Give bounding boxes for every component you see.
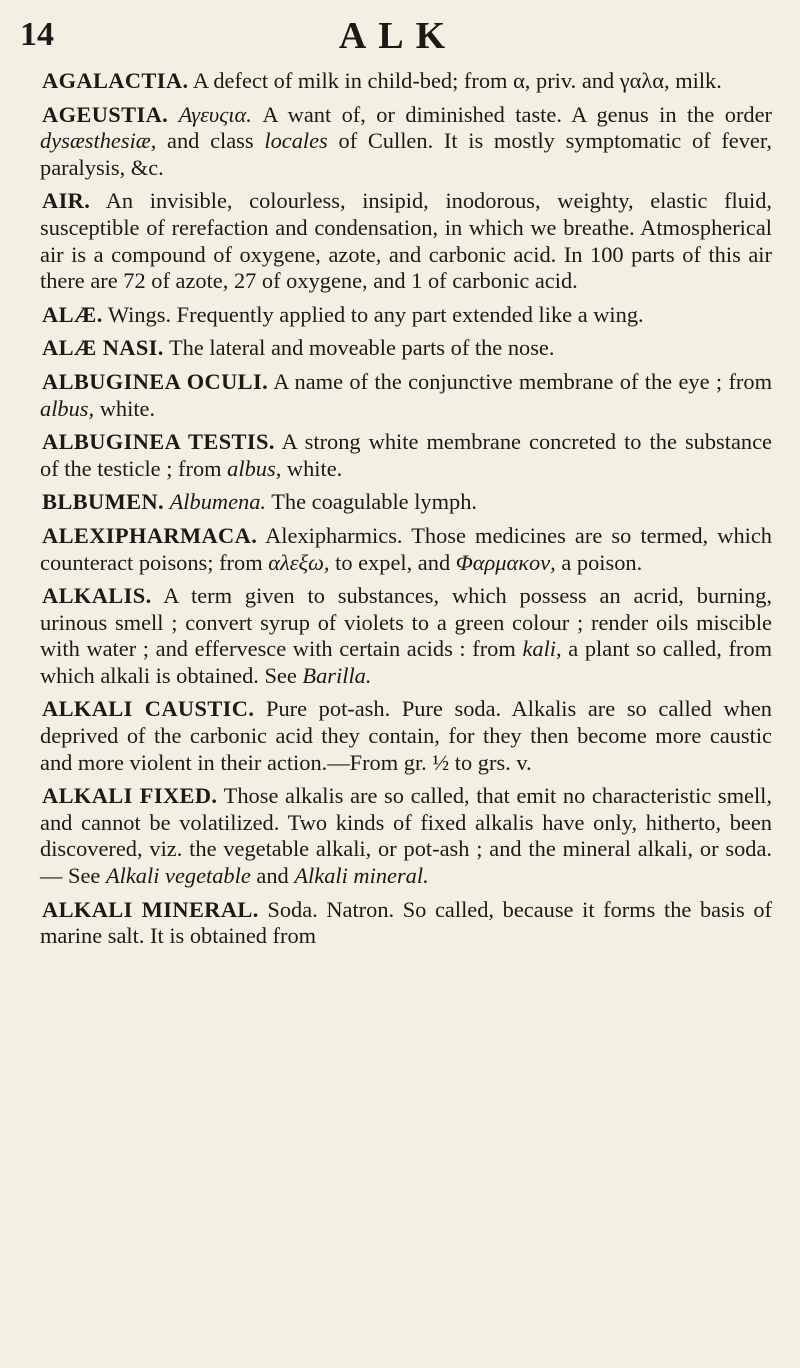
greek-word: γαλα,: [619, 68, 670, 93]
headword: ALKALI CAUSTIC.: [42, 696, 255, 722]
definition: white.: [99, 395, 156, 421]
headword: ALKALI FIXED.: [42, 783, 218, 809]
italic-term: Albumena.: [169, 489, 267, 515]
entry-agalactia: [40, 68, 772, 95]
greek-word: Φαρμακον,: [455, 549, 556, 575]
italic-term: kali,: [522, 636, 562, 662]
entry-alkali-mineral: [40, 897, 772, 950]
entry-albuginea-oculi: [40, 369, 772, 422]
page-header: [20, 14, 776, 60]
definition: a poison.: [561, 549, 643, 575]
definition: Soda. Natron. So called, because it forms the basis of marine salt. It is obtained from: [40, 896, 772, 949]
headword: BLBUMEN.: [42, 489, 165, 515]
definition: and class: [167, 128, 254, 154]
entry-alae-nasi: [40, 335, 772, 362]
entry-ageustia: [40, 102, 772, 182]
entry-albuginea-testis: [40, 429, 772, 482]
headword: ALBUGINEA TESTIS.: [42, 429, 275, 455]
definition: milk.: [675, 68, 722, 93]
headword: AIR.: [42, 188, 91, 214]
definition: white.: [286, 455, 343, 481]
italic-term: Alkali vegetable: [105, 863, 251, 889]
definition: Wings. Frequently applied to any part extended like a wing.: [107, 301, 644, 327]
definition: Pure pot-ash. Pure soda. Alkalis are so called when deprived of the carbonic acid they contain, for they then become more caustic and more violent in their action.—From gr. ½ to grs. v.: [40, 696, 772, 775]
greek-word: Αγευςια.: [178, 101, 252, 127]
definition: a plant so called, from which alkali is obtained. See: [40, 636, 772, 688]
entry-alexipharmaca: [40, 523, 772, 576]
italic-term: dysæsthesiæ,: [40, 128, 157, 154]
entry-alkali-caustic: [40, 696, 772, 776]
headword: ALÆ NASI.: [42, 335, 164, 361]
headword: ALKALI MINERAL.: [42, 896, 259, 922]
italic-term: locales: [264, 128, 328, 154]
entry-alkali-fixed: [40, 783, 772, 889]
definition: to expel, and: [335, 549, 451, 575]
definition: The lateral and moveable parts of the nose.: [169, 335, 555, 361]
italic-term: Barilla.: [302, 662, 372, 688]
headword: ALKALIS.: [42, 583, 152, 609]
definition: A name of the conjunctive membrane of the eye ; from: [273, 368, 772, 394]
headword: ALEXIPHARMACA.: [42, 522, 258, 548]
headword: ALÆ.: [42, 301, 103, 327]
definition: of Cullen. It is mostly symptomatic of fever, paralysis, &c.: [40, 128, 773, 180]
headword: AGALACTIA.: [42, 68, 189, 93]
entry-alae: [40, 302, 772, 329]
entry-air: [40, 188, 772, 294]
entry-alkalis: [40, 583, 772, 689]
definition: priv. and: [536, 68, 615, 93]
entry-list: [40, 68, 772, 957]
definition: The coagulable lymph.: [271, 489, 478, 515]
headword: ALBUGINEA OCULI.: [42, 368, 269, 394]
definition: A strong white membrane concreted to the substance of the testicle ; from: [40, 429, 772, 481]
greek-word: αλεξω,: [268, 549, 330, 575]
page-number: 14: [20, 16, 54, 53]
definition: Those alkalis are so called, that emit no characteristic smell, and cannot be volatilized. Two kinds of fixed alkalis have only, hitherto, been discovered, viz. the vegetable alkali, or pot-ash ; and the mineral alkali, or soda.— See: [40, 783, 772, 889]
italic-term: albus,: [227, 455, 282, 481]
running-head: ALK: [338, 15, 458, 57]
definition: and: [256, 863, 289, 889]
italic-term: Alkali mineral.: [294, 863, 429, 889]
headword: AGEUSTIA.: [42, 101, 169, 127]
definition: Alexipharmics. Those medicines are so termed, which counteract poisons; from: [40, 522, 772, 575]
greek-word: α,: [513, 68, 531, 93]
entry-blbumen: [40, 489, 772, 516]
italic-term: albus,: [40, 395, 95, 421]
definition: A term given to substances, which possess an acrid, burning, urinous smell ; convert syrup of violets to a green colour ; render oils miscible with water ; and effervesce with certain acids : from: [40, 583, 772, 662]
definition: A want of, or diminished taste. A genus in the order: [262, 101, 772, 127]
definition: A defect of milk in child-bed; from: [192, 68, 508, 93]
definition: An invisible, colourless, insipid, inodorous, weighty, elastic fluid, susceptible of rerefaction and condensation, in which we breathe. Atmospherical air is a compound of oxygene, azote, and carbonic acid. In 100 parts of this air there are 72 of azote, 27 of oxygene, and 1 of carbonic acid.: [40, 188, 772, 294]
